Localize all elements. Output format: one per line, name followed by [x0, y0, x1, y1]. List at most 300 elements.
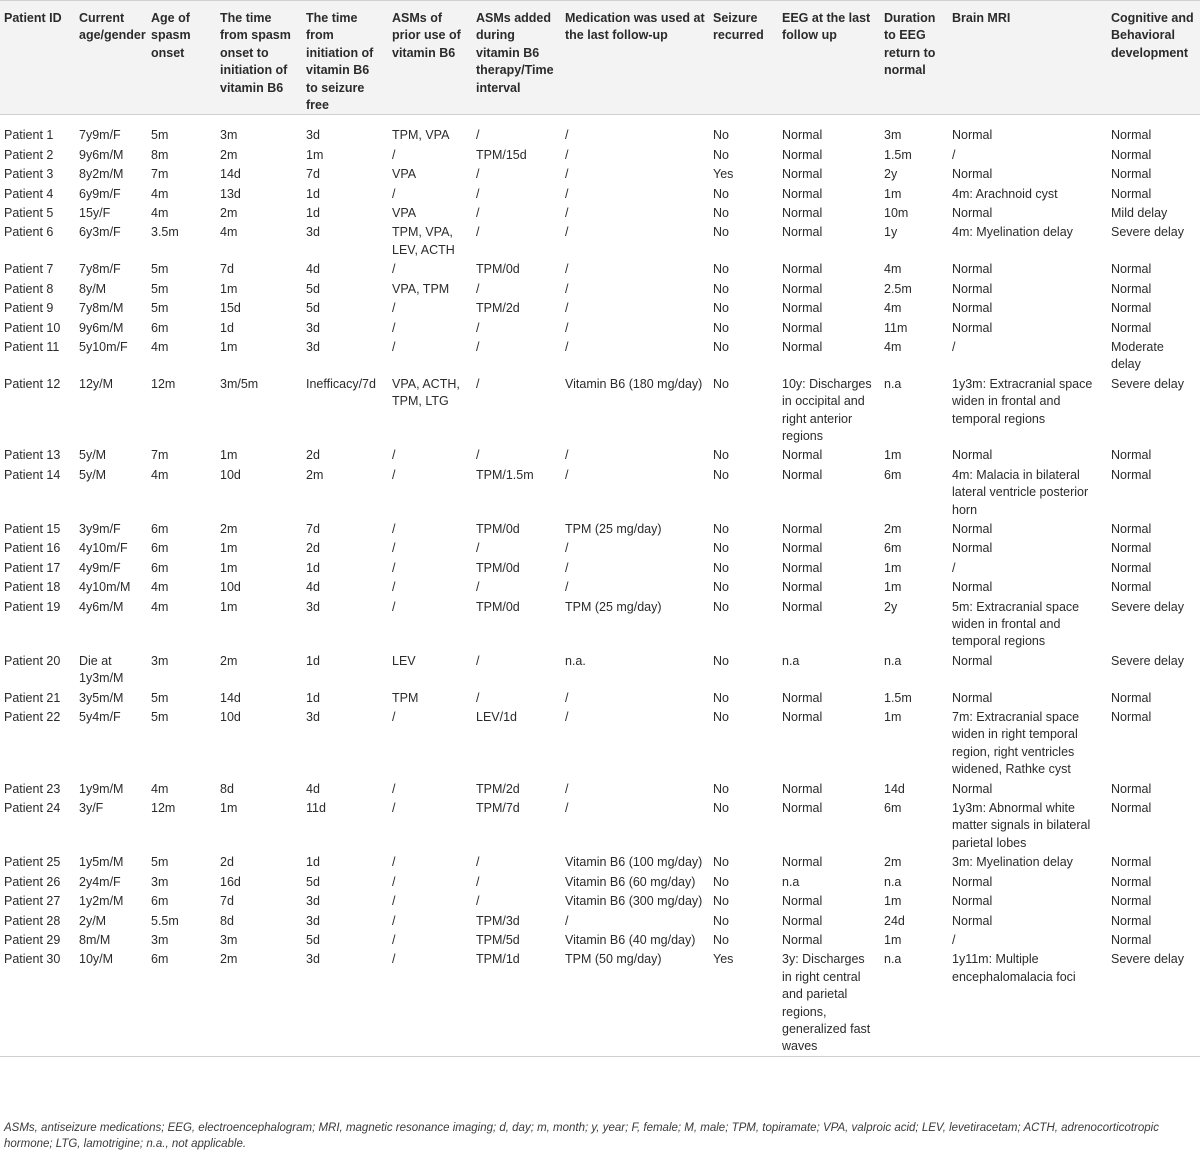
table-cell: No [713, 801, 729, 816]
table-cell: / [565, 913, 569, 928]
table-cell: 2y/M [79, 913, 107, 928]
table-cell: 4m [220, 225, 238, 240]
table-cell: 11d [306, 801, 326, 816]
table-cell: TPM/7d [476, 801, 520, 816]
table-cell: No [713, 448, 729, 463]
table-cell: Normal [1111, 262, 1152, 277]
table-cell: 4m: Malacia in bilateral lateral ventricle posterior horn [952, 467, 1089, 517]
table-row [0, 707, 1200, 779]
table-cell: 5.5m [151, 913, 179, 928]
column-header-the-time-from-initiation-of-vitamin-b6-t: The time from initiation of vitamin B6 to seizure free [302, 1, 388, 115]
table-cell: 1y2m/M [79, 894, 124, 909]
table-cell: / [392, 186, 396, 201]
table-cell: 3m/5m [220, 376, 259, 391]
table-cell: 3d [306, 894, 320, 909]
table-row [0, 949, 1200, 1056]
table-cell: 1m [220, 448, 238, 463]
table-row [0, 930, 1200, 949]
table-cell: 4m [151, 467, 169, 482]
table-cell: / [952, 339, 956, 354]
table-cell: No [713, 874, 729, 889]
table-cell: 12m [151, 801, 176, 816]
table-cell: 1d [220, 320, 234, 335]
table-cell: Patient 18 [4, 580, 61, 595]
table-cell: 3d [306, 710, 320, 725]
table-row [0, 298, 1200, 317]
table-cell: No [713, 225, 729, 240]
table-cell: 9y6m/M [79, 320, 124, 335]
column-header-cognitive-and-behavioral-development: Cognitive and Behavioral development [1107, 1, 1200, 115]
table-cell: 7d [306, 167, 320, 182]
table-cell: / [392, 147, 396, 162]
table-cell: 7m [151, 167, 169, 182]
table-cell: Die at 1y3m/M [79, 653, 124, 686]
table-cell: No [713, 932, 729, 947]
table-cell: 9y6m/M [79, 147, 124, 162]
table-cell: Severe delay [1111, 376, 1184, 391]
table-cell: / [392, 580, 396, 595]
table-cell: TPM/3d [476, 913, 520, 928]
table-cell: Normal [782, 262, 823, 277]
table-cell: Normal [782, 320, 823, 335]
table-cell: Normal [782, 599, 823, 614]
table-cell: / [392, 710, 396, 725]
column-header-eeg-at-the-last-follow-up: EEG at the last follow up [778, 1, 880, 115]
column-header-the-time-from-spasm-onset-to-initiation-: The time from spasm onset to initiation of vitamin B6 [216, 1, 302, 115]
table-cell: / [476, 448, 480, 463]
table-cell: 2y4m/F [79, 874, 121, 889]
table-cell: Normal [1111, 301, 1152, 316]
table-cell: Patient 20 [4, 653, 61, 668]
table-cell: Patient 7 [4, 262, 54, 277]
table-cell: / [952, 560, 956, 575]
table-cell: 1d [306, 186, 320, 201]
table-cell: Severe delay [1111, 599, 1184, 614]
table-cell: Patient 14 [4, 467, 61, 482]
table-cell: Normal [952, 167, 993, 182]
table-row [0, 145, 1200, 164]
table-cell: No [713, 147, 729, 162]
table-cell: / [952, 932, 956, 947]
table-cell: 1d [306, 653, 320, 668]
table-cell: Normal [1111, 801, 1152, 816]
table-cell: Normal [782, 913, 823, 928]
table-cell: 3m [151, 653, 169, 668]
table-cell: n.a [880, 949, 948, 1056]
table-cell: TPM/0d [476, 560, 520, 575]
table-cell: 2d [220, 855, 234, 870]
table-cell: 4m [151, 580, 169, 595]
column-header-age-of-spasm-onset: Age of spasm onset [147, 1, 216, 115]
table-cell: No [713, 855, 729, 870]
table-cell: / [565, 186, 569, 201]
table-cell: 4d [306, 580, 320, 595]
table-cell: No [713, 301, 729, 316]
table-cell: 8y/M [79, 281, 107, 296]
table-cell: 10y: Discharges in occipital and right anterior regions [782, 376, 872, 443]
table-cell: Normal [782, 186, 823, 201]
table-cell: 5y/M [79, 448, 107, 463]
table-cell: TPM/0d [476, 521, 520, 536]
table-cell: 1m [884, 448, 902, 463]
table-cell: 4m [884, 301, 902, 316]
table-cell: TPM (25 mg/day) [565, 599, 662, 614]
table-cell: TPM/5d [476, 932, 520, 947]
table-cell: Normal [952, 262, 993, 277]
table-cell: 1d [306, 855, 320, 870]
table-cell: / [392, 855, 396, 870]
table-cell: Normal [952, 580, 993, 595]
table-cell: / [476, 894, 480, 909]
table-cell: 4m [151, 339, 169, 354]
table-cell: / [565, 467, 569, 482]
table-cell: / [565, 781, 569, 796]
table-cell: No [713, 781, 729, 796]
table-cell: 2m [220, 206, 238, 221]
table-cell: Vitamin B6 (60 mg/day) [565, 874, 696, 889]
table-row [0, 538, 1200, 557]
table-cell: 1.5m [884, 147, 912, 162]
table-cell: 2.5m [884, 281, 912, 296]
table-cell: Patient 24 [4, 801, 61, 816]
table-cell: Patient 25 [4, 855, 61, 870]
table-cell: 5m [151, 128, 169, 143]
table-cell: TPM/2d [476, 781, 520, 796]
table-cell: Patient 30 [0, 949, 75, 1056]
table-cell: / [565, 690, 569, 705]
table-cell: Normal [952, 894, 993, 909]
table-row [0, 852, 1200, 871]
table-cell: 4m [151, 206, 169, 221]
table-cell: Normal [1111, 560, 1152, 575]
table-cell: LEV [392, 653, 416, 668]
table-cell: No [713, 690, 729, 705]
table-cell: 3d [306, 599, 320, 614]
table-cell: / [476, 281, 480, 296]
table-cell: / [392, 521, 396, 536]
table-cell: 1m [220, 541, 238, 556]
table-cell: TPM/1.5m [476, 467, 534, 482]
table-cell: 4y6m/M [79, 599, 124, 614]
table-cell: Normal [782, 932, 823, 947]
table-cell: 5d [306, 932, 320, 947]
table-cell: 5d [306, 301, 320, 316]
table-cell: Patient 22 [4, 710, 61, 725]
table-cell: 7d [220, 894, 234, 909]
table-cell: Severe delay [1111, 653, 1184, 668]
table-cell: 14d [884, 781, 905, 796]
table-cell: TPM/0d [476, 262, 520, 277]
column-header-asms-of-prior-use-of-vitamin-b6: ASMs of prior use of vitamin B6 [388, 1, 472, 115]
table-cell: Normal [1111, 710, 1152, 725]
table-cell: Severe delay [1111, 225, 1184, 240]
table-cell: 3.5m [151, 225, 179, 240]
table-cell: Normal [1111, 690, 1152, 705]
table-cell: 10d [220, 467, 241, 482]
table-row [0, 651, 1200, 688]
table-cell: / [565, 448, 569, 463]
table-cell: Normal [782, 781, 823, 796]
table-cell: 5m [151, 301, 169, 316]
table-cell: Yes [709, 949, 778, 1056]
table-cell: No [713, 521, 729, 536]
table-cell: 6m [884, 467, 902, 482]
table-cell: 3y: Discharges in right central and parietal regions, generalized fast waves [778, 949, 880, 1056]
table-cell: 3m [220, 932, 238, 947]
table-cell: No [713, 128, 729, 143]
table-cell: 4m: Myelination delay [952, 225, 1073, 240]
table-cell: 2m [884, 855, 902, 870]
table-cell: Patient 16 [4, 541, 61, 556]
table-cell: 16d [220, 874, 241, 889]
table-cell: 4m [151, 781, 169, 796]
table-cell: 5y4m/F [79, 710, 121, 725]
table-cell: / [392, 339, 396, 354]
table-cell: Vitamin B6 (40 mg/day) [565, 932, 696, 947]
table-cell: 2y [884, 167, 898, 182]
table-cell: / [392, 320, 396, 335]
table-cell: Patient 23 [4, 781, 61, 796]
table-cell: / [476, 206, 480, 221]
table-cell: 6m [151, 894, 169, 909]
table-cell: 5m [151, 281, 169, 296]
table-cell: / [565, 560, 569, 575]
table-cell: / [392, 467, 396, 482]
column-header-brain-mri: Brain MRI [948, 1, 1107, 115]
table-cell: Patient 19 [4, 599, 61, 614]
table-cell: Normal [1111, 186, 1152, 201]
table-cell: 10d [220, 580, 241, 595]
table-cell: LEV/1d [476, 710, 518, 725]
table-row [0, 872, 1200, 891]
table-cell: 1m [220, 801, 238, 816]
table-cell: / [392, 541, 396, 556]
table-cell: 1d [306, 560, 320, 575]
table-cell: No [713, 541, 729, 556]
table-cell: 6m [884, 541, 902, 556]
table-row [0, 318, 1200, 337]
table-cell: / [392, 781, 396, 796]
table-cell: 3m [884, 128, 902, 143]
table-cell: Normal [952, 301, 993, 316]
table-cell: 14d [220, 167, 241, 182]
table-cell: 3d [306, 320, 320, 335]
table-cell: Patient 6 [4, 225, 54, 240]
table-cell: / [565, 147, 569, 162]
table-cell: / [476, 339, 480, 354]
table-cell: Normal [782, 448, 823, 463]
table-cell: No [713, 467, 729, 482]
table-cell: Patient 9 [4, 301, 54, 316]
table-cell: 6m [151, 560, 169, 575]
table-row [0, 688, 1200, 707]
table-cell: 7d [220, 262, 234, 277]
table-cell: Patient 21 [4, 690, 61, 705]
table-cell: / [392, 932, 396, 947]
table-cell: / [565, 206, 569, 221]
table-cell: 6m [884, 801, 902, 816]
table-cell: 3d [302, 949, 388, 1056]
table-cell: 5m [151, 690, 169, 705]
table-cell: 10y/M [75, 949, 147, 1056]
table-cell: / [565, 710, 569, 725]
table-cell: Normal [782, 580, 823, 595]
table-cell: 8m/M [79, 932, 111, 947]
table-cell: No [713, 913, 729, 928]
table-row [0, 203, 1200, 222]
table-cell: Normal [782, 206, 823, 221]
table-cell: 11m [884, 320, 908, 335]
table-cell: Normal [952, 128, 993, 143]
table-cell: No [713, 894, 729, 909]
table-cell: Patient 3 [4, 167, 54, 182]
table-cell: No [713, 710, 729, 725]
table-cell: 7y8m/F [79, 262, 121, 277]
table-cell: / [476, 541, 480, 556]
table-cell: No [713, 339, 729, 354]
table-cell: 8m [151, 147, 169, 162]
table-cell: Normal [952, 541, 993, 556]
table-cell: Normal [952, 781, 993, 796]
table-cell: Normal [952, 521, 993, 536]
table-cell: Patient 8 [4, 281, 54, 296]
table-cell: No [713, 376, 729, 391]
table-footnote: ASMs, antiseizure medications; EEG, electroencephalogram; MRI, magnetic resonance imaging; d, day; m, month; y, year; F, female; M, male; TPM, topiramate; VPA, valproic acid; LEV, levetiracetam; ACTH, adrenocorticotropic hormone; LTG, lamotrigine; n.a., not applicable. [4, 1122, 1159, 1150]
table-cell: / [476, 376, 480, 391]
table-cell: Normal [952, 281, 993, 296]
table-cell: Normal [782, 147, 823, 162]
table-row [0, 222, 1200, 259]
table-cell: Patient 11 [4, 339, 60, 354]
table-row [0, 891, 1200, 910]
table-cell: Patient 27 [4, 894, 61, 909]
table-cell: 15d [220, 301, 241, 316]
table-row [0, 115, 1200, 145]
table-cell: / [476, 186, 480, 201]
table-cell: 6m [151, 320, 169, 335]
table-cell: Normal [1111, 147, 1152, 162]
table-cell: 8d [220, 913, 234, 928]
table-cell: 3m [151, 874, 169, 889]
table-cell: 1y9m/M [79, 781, 124, 796]
table-cell: Patient 13 [4, 448, 61, 463]
table-cell: 1m [220, 599, 238, 614]
table-cell: 14d [220, 690, 241, 705]
table-cell: Normal [1111, 281, 1152, 296]
table-cell: 5y10m/F [79, 339, 128, 354]
table-cell: Normal [1111, 320, 1152, 335]
table-cell: / [476, 320, 480, 335]
table-cell: Normal [782, 167, 823, 182]
table-cell: Vitamin B6 (100 mg/day) [565, 855, 703, 870]
table-cell: Normal [952, 690, 993, 705]
table-cell: Mild delay [1111, 206, 1168, 221]
table-cell: Normal [1111, 167, 1152, 182]
table-cell: No [713, 580, 729, 595]
table-cell: 4m: Arachnoid cyst [952, 186, 1058, 201]
table-cell: 7m [151, 448, 169, 463]
table-cell: 2m [306, 467, 324, 482]
table-cell: Normal [782, 710, 823, 725]
table-cell: / [392, 301, 396, 316]
table-cell: / [392, 801, 396, 816]
table-cell: 6y3m/F [79, 225, 121, 240]
table-cell: Normal [1111, 913, 1152, 928]
table-row [0, 374, 1200, 446]
table-cell: 7d [306, 521, 320, 536]
table-cell: Normal [1111, 932, 1152, 947]
table-cell: 3m: Myelination delay [952, 855, 1073, 870]
table-cell: / [565, 541, 569, 556]
table-cell: Vitamin B6 (180 mg/day) [565, 376, 703, 391]
table-cell: Normal [782, 560, 823, 575]
table-cell: Normal [1111, 781, 1152, 796]
table-cell: 7m: Extracranial space widen in right temporal region, right ventricles widened, Rathke cyst [952, 710, 1080, 777]
table-cell: No [713, 320, 729, 335]
table-cell: 4y10m/M [79, 580, 131, 595]
table-cell: Patient 26 [4, 874, 61, 889]
table-cell: 1d [306, 690, 320, 705]
table-cell: VPA [392, 206, 417, 221]
table-cell: Normal [1111, 521, 1152, 536]
table-cell: 3m [220, 128, 238, 143]
table-cell: 5m [151, 262, 169, 277]
table-cell: n.a [884, 653, 902, 668]
table-cell: VPA, TPM [392, 281, 450, 296]
table-row [0, 445, 1200, 464]
table-cell: 3m [151, 932, 169, 947]
table-cell: Normal [782, 225, 823, 240]
table-cell: Patient 12 [4, 376, 61, 391]
table-cell: Normal [952, 448, 993, 463]
table-cell: Normal [782, 690, 823, 705]
table-cell: 1m [884, 186, 902, 201]
table-cell: TPM/1d [472, 949, 561, 1056]
table-cell: Normal [782, 467, 823, 482]
table-cell: / [476, 580, 480, 595]
table-cell: / [952, 147, 956, 162]
header-row [0, 1, 1200, 115]
table-cell: 4m [151, 186, 169, 201]
table-cell: Normal [782, 281, 823, 296]
table-cell: 1m [220, 560, 238, 575]
table-cell: 10m [884, 206, 909, 221]
table-cell: / [565, 128, 569, 143]
table-cell: 1m [306, 147, 324, 162]
table-cell: / [388, 949, 472, 1056]
table-cell: 1m [220, 339, 238, 354]
table-cell: 1y3m: Extracranial space widen in frontal and temporal regions [952, 376, 1093, 426]
table-cell: No [713, 186, 729, 201]
table-cell: 12m [151, 376, 176, 391]
table-cell: / [565, 262, 569, 277]
table-cell: 1y5m/M [79, 855, 124, 870]
table-cell: 10d [220, 710, 241, 725]
table-cell: 4y10m/F [79, 541, 128, 556]
table-cell: Patient 5 [4, 206, 54, 221]
column-header-seizure-recurred: Seizure recurred [709, 1, 778, 115]
table-cell: 2m [216, 949, 302, 1056]
table-cell: TPM, VPA [392, 128, 450, 143]
table-cell: 1y11m: Multiple encephalomalacia foci [948, 949, 1107, 1056]
table-body [0, 115, 1200, 1056]
table-cell: / [565, 281, 569, 296]
table-cell: Normal [782, 801, 823, 816]
table-cell: Inefficacy/7d [306, 376, 376, 391]
table-cell: 8d [220, 781, 234, 796]
table-cell: Patient 28 [4, 913, 61, 928]
table-cell: n.a [884, 874, 902, 889]
